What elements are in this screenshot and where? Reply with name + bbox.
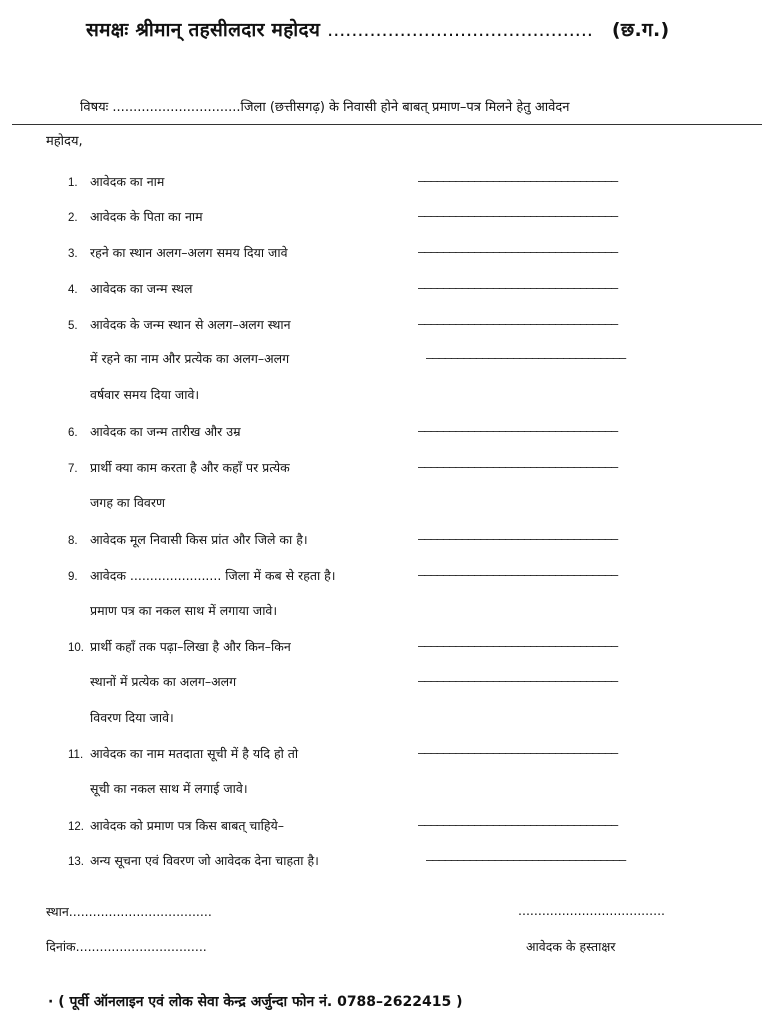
form-title: [86, 16, 669, 42]
form-item-5: [68, 316, 291, 333]
salutation: महोदय,: [46, 134, 83, 149]
place-dots[interactable]: ....................................: [68, 904, 212, 919]
form-item-12: [68, 817, 284, 834]
item-label: अन्य सूचना एवं विवरण जो आवेदक देना चाहता है।: [90, 853, 319, 868]
fill-line-5a[interactable]: ––––––––––––––––––––––––––––––––: [418, 317, 618, 331]
state-label: (छ.ग.): [611, 19, 670, 41]
item-label: आवेदक ....................... जिला में कब से रहता है।: [90, 568, 336, 583]
fill-line-12[interactable]: ––––––––––––––––––––––––––––––––: [418, 818, 618, 832]
form-item-13: [68, 852, 319, 869]
item-label: प्रार्थी कहाँ तक पढ़ा–लिखा है और किन–किन: [90, 639, 291, 654]
item-number: 9.: [68, 571, 78, 583]
date-dots[interactable]: .................................: [75, 939, 207, 954]
fill-line-5b[interactable]: ––––––––––––––––––––––––––––––––: [426, 351, 626, 365]
item-number: 3.: [68, 248, 78, 260]
fill-line-11[interactable]: ––––––––––––––––––––––––––––––––: [418, 746, 618, 760]
form-item-10: [68, 638, 291, 655]
fill-line-8[interactable]: ––––––––––––––––––––––––––––––––: [418, 532, 618, 546]
item-number: 1.: [68, 177, 78, 189]
place-field: [46, 903, 212, 920]
item-label: आवेदक के जन्म स्थान से अलग–अलग स्थान: [90, 317, 291, 332]
subject-text: जिला (छत्तीसगढ़) के निवासी होने बाबत् प्रमाण–पत्र मिलने हेतु आवेदन: [240, 100, 570, 115]
fill-line-10b[interactable]: ––––––––––––––––––––––––––––––––: [418, 674, 618, 688]
item-label: रहने का स्थान अलग–अलग समय दिया जावे: [90, 245, 288, 260]
form-item-6: [68, 423, 241, 440]
item-label: आवेदक का जन्म तारीख और उम्र: [90, 424, 241, 439]
item-number: 4.: [68, 284, 78, 296]
date-field: [46, 938, 207, 955]
item-7-line-2: जगह का विवरण: [90, 495, 166, 510]
subject-line: [80, 97, 570, 115]
item-label: आवेदक को प्रमाण पत्र किस बाबत् चाहिये–: [90, 818, 284, 833]
title-text: समक्षः श्रीमान् तहसीलदार महोदय: [86, 19, 321, 41]
item-5-line-2: में रहने का नाम और प्रत्येक का अलग–अलग: [90, 351, 290, 366]
item-9-line-2: प्रमाण पत्र का नकल साथ में लगाया जावे।: [90, 603, 278, 618]
signature-dots[interactable]: .....................................: [518, 903, 666, 918]
form-item-8: [68, 531, 308, 548]
item-number: 5.: [68, 320, 78, 332]
header-divider: [12, 124, 762, 125]
item-label: आवेदक मूल निवासी किस प्रांत और जिले का है।: [90, 532, 308, 547]
item-label: आवेदक का नाम मतदाता सूची में है यदि हो तो: [90, 746, 299, 761]
item-number: 8.: [68, 535, 78, 547]
item-5-line-3: वर्षवार समय दिया जावे।: [90, 387, 200, 402]
item-number: 6.: [68, 427, 78, 439]
form-item-3: [68, 244, 288, 261]
item-label: आवेदक का जन्म स्थल: [90, 281, 193, 296]
form-item-2: [68, 208, 203, 225]
item-label: आवेदक के पिता का नाम: [90, 209, 203, 224]
date-label: दिनांक: [46, 939, 76, 954]
subject-label: विषयः: [80, 100, 109, 115]
form-item-4: [68, 280, 193, 297]
item-label: आवेदक का नाम: [90, 174, 165, 189]
fill-line-6[interactable]: ––––––––––––––––––––––––––––––––: [418, 424, 618, 438]
item-label: प्रार्थी क्या काम करता है और कहाँ पर प्रत्येक: [90, 460, 290, 475]
fill-line-1[interactable]: ––––––––––––––––––––––––––––––––: [418, 174, 618, 188]
item-10-line-2: स्थानों में प्रत्येक का अलग–अलग: [90, 674, 237, 689]
fill-line-3[interactable]: ––––––––––––––––––––––––––––––––: [418, 245, 618, 259]
item-number: 2.: [68, 212, 78, 224]
item-number: 12.: [68, 821, 84, 833]
signature-label: आवेदक के हस्ताक्षर: [526, 939, 616, 954]
form-item-1: [68, 173, 164, 190]
form-item-11: [68, 745, 298, 762]
subject-dots: ...............................: [112, 100, 241, 115]
title-dots: ............................................: [327, 19, 593, 41]
service-center-footer: · ( पूर्वी ऑनलाइन एवं लोक सेवा केन्द्र अर्जुन्दा फोन नं. 0788–2622415 ): [48, 994, 463, 1010]
fill-line-4[interactable]: ––––––––––––––––––––––––––––––––: [418, 281, 618, 295]
fill-line-13[interactable]: ––––––––––––––––––––––––––––––––: [426, 853, 626, 867]
fill-line-7[interactable]: ––––––––––––––––––––––––––––––––: [418, 460, 618, 474]
item-number: 13.: [68, 856, 84, 868]
item-number: 11.: [68, 749, 84, 761]
item-11-line-2: सूची का नकल साथ में लगाई जावे।: [90, 781, 248, 796]
form-item-9: [68, 567, 336, 584]
item-10-line-3: विवरण दिया जावे।: [90, 710, 174, 725]
fill-line-2[interactable]: ––––––––––––––––––––––––––––––––: [418, 209, 618, 223]
fill-line-9[interactable]: ––––––––––––––––––––––––––––––––: [418, 568, 618, 582]
fill-line-10a[interactable]: ––––––––––––––––––––––––––––––––: [418, 639, 618, 653]
form-item-7: [68, 459, 290, 476]
item-number: 10.: [68, 642, 84, 654]
item-number: 7.: [68, 463, 78, 475]
place-label: स्थान: [46, 904, 69, 919]
